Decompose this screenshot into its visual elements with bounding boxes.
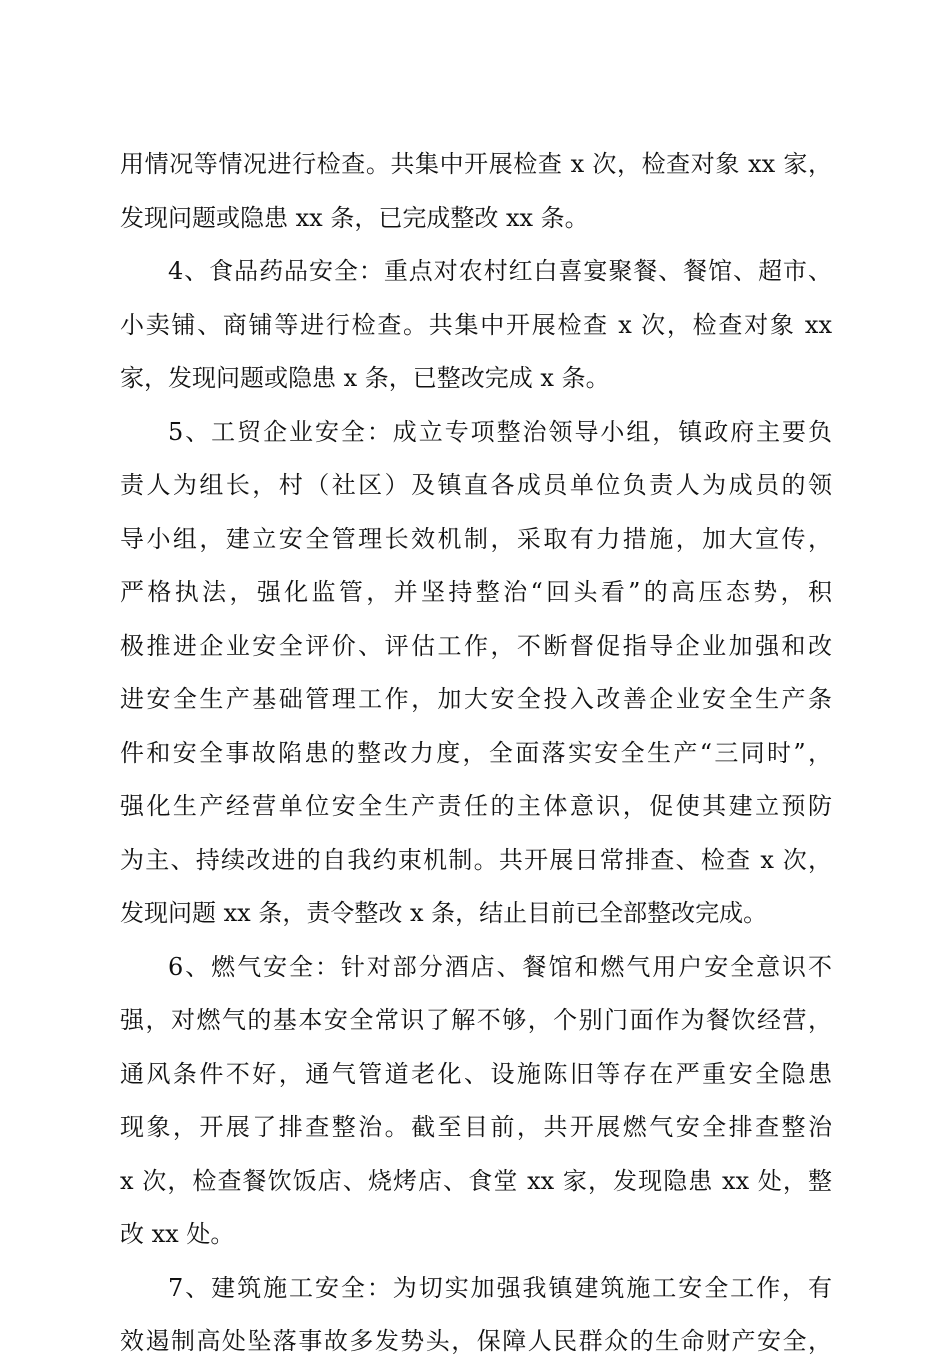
paragraph-inspection-summary xyxy=(120,138,832,245)
text-line: 家，发现问题或隐患 x 条，已整改完成 x 条。 xyxy=(120,364,610,392)
text-line: 责人为组长，村（社区）及镇直各成员单位负责人为成员的领 xyxy=(120,471,832,499)
text-line: 用情况等情况进行检查。共集中开展检查 x 次，检查对象 xx 家， xyxy=(120,150,832,178)
paragraph-gas-safety xyxy=(120,941,832,1262)
text-line: 发现问题或隐患 xx 条，已完成整改 xx 条。 xyxy=(120,203,589,232)
document-body xyxy=(120,138,832,1369)
text-line: 件和安全事故陷患的整改力度，全面落实安全生产“三同时”， xyxy=(120,738,832,767)
text-line: 5、工贸企业安全：成立专项整治领导小组，镇政府主要负 xyxy=(168,417,832,446)
text-line: 导小组，建立安全管理长效机制，采取有力措施，加大宣传， xyxy=(120,524,832,553)
text-line: 极推进企业安全评价、评估工作，不断督促指导企业加强和改 xyxy=(120,631,832,660)
text-line: 改 xx 处。 xyxy=(120,1220,235,1248)
text-line: 现象，开展了排查整治。截至目前，共开展燃气安全排查整治 xyxy=(120,1113,832,1141)
text-line: 严格执法，强化监管，并坚持整治“回头看”的高压态势，积 xyxy=(120,578,832,606)
text-line: 强，对燃气的基本安全常识了解不够，个别门面作为餐饮经营， xyxy=(120,1006,832,1034)
paragraph-industry-trade-safety xyxy=(120,406,832,941)
text-line: x 次，检查餐饮饭店、烧烤店、食堂 xx 家，发现隐患 xx 处，整 xyxy=(120,1166,832,1195)
text-line: 小卖铺、商铺等进行检查。共集中开展检查 x 次，检查对象 xx xyxy=(120,310,832,339)
paragraph-food-drug-safety xyxy=(120,245,832,406)
text-line: 效遏制高处坠落事故多发势头，保障人民群众的生命财产安全， xyxy=(120,1327,832,1355)
text-line: 7、建筑施工安全：为切实加强我镇建筑施工安全工作，有 xyxy=(168,1273,832,1302)
text-line: 为主、持续改进的自我约束机制。共开展日常排查、检查 x 次， xyxy=(120,845,832,874)
paragraph-construction-safety xyxy=(120,1262,832,1369)
text-line: 通风条件不好，通气管道老化、设施陈旧等存在严重安全隐患 xyxy=(120,1059,832,1088)
text-line: 4、食品药品安全：重点对农村红白喜宴聚餐、餐馆、超市、 xyxy=(168,257,832,285)
text-line: 6、燃气安全：针对部分酒店、餐馆和燃气用户安全意识不 xyxy=(168,952,832,981)
text-line: 进安全生产基础管理工作，加大安全投入改善企业安全生产条 xyxy=(120,685,832,713)
text-line: 强化生产经营单位安全生产责任的主体意识，促使其建立预防 xyxy=(120,792,832,820)
text-line: 发现问题 xx 条，责令整改 x 条，结止目前已全部整改完成。 xyxy=(120,899,768,927)
